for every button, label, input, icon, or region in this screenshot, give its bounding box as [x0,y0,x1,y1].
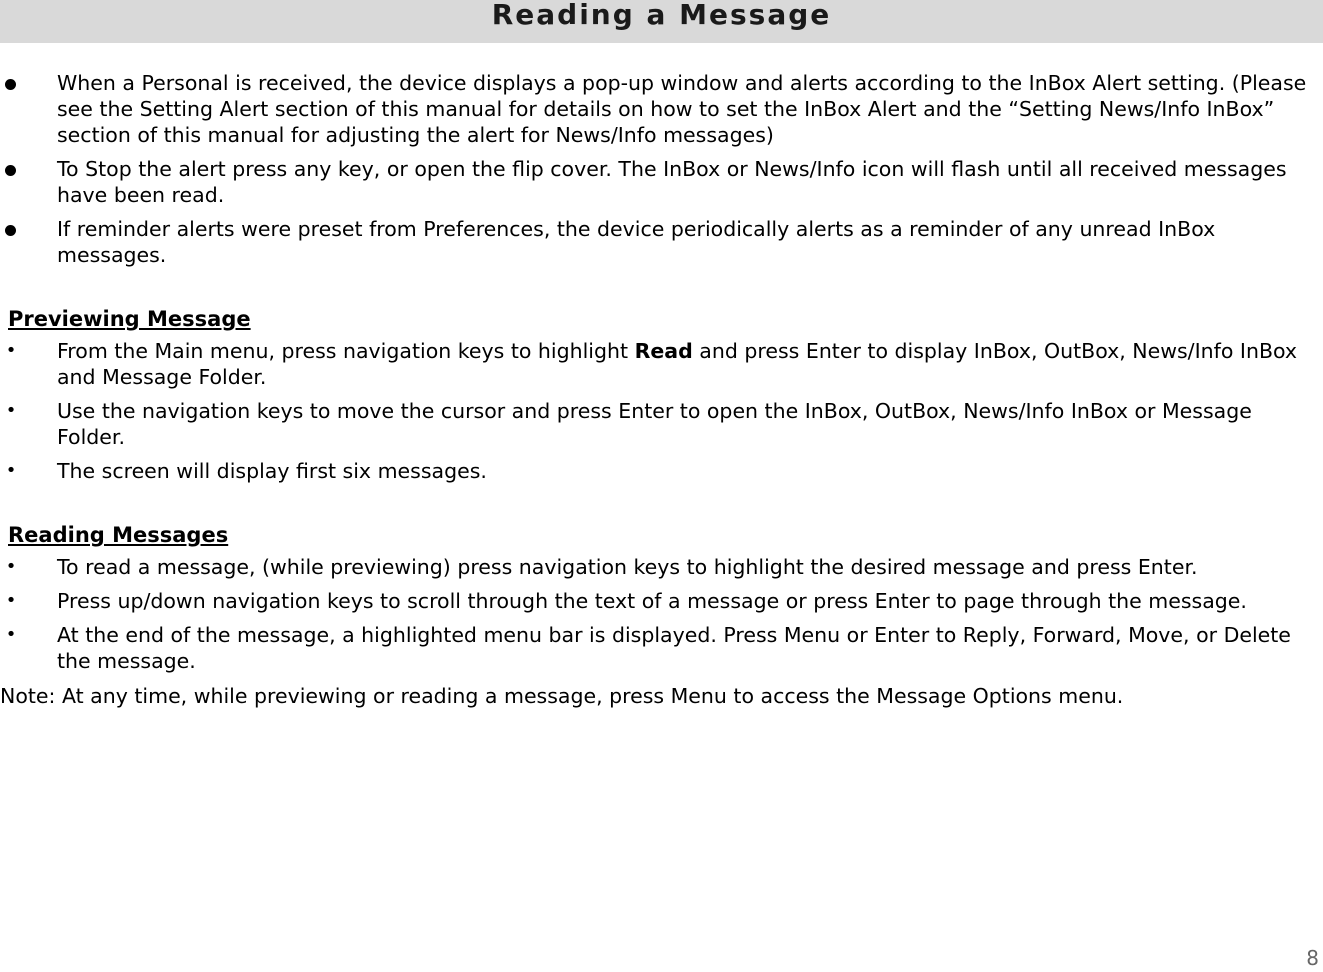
bullet-icon: • [5,556,17,577]
previewing-item-text: The screen will display first six messages. [57,459,487,483]
note-text: Note: At any time, while previewing or reading a message, press Menu to access the Message Options menu. [0,684,1124,708]
bullet-icon: • [5,340,17,361]
previewing-list [0,338,1310,484]
bullet-icon: • [5,590,17,611]
intro-item-text: When a Personal is received, the device displays a pop-up window and alerts according to the InBox Alert setting. (Please see the Setting Alert section of this manual for details on how to set the InBox Alert and the “Setting News/Info InBox” section of this manual for adjusting the alert for News/Info messages) [57,71,1307,147]
bullet-dot-icon [0,70,20,96]
title-bar [0,0,1323,43]
previewing-item-text: From the Main menu, press navigation keys to highlight Read and press Enter to display InBox, OutBox, News/Info InBox and Message Folder. [57,339,1298,389]
spacer [0,492,1310,522]
bullet-dot-icon [0,216,20,242]
section-heading-previewing: Previewing Message [8,307,251,331]
bullet-dot-icon [0,156,20,182]
intro-list [0,70,1310,268]
bullet-icon: • [5,624,17,645]
list-item [0,458,1310,484]
list-item [0,216,1310,268]
page-number: 8 [1306,946,1319,970]
reading-item-text: At the end of the message, a highlighted menu bar is displayed. Press Menu or Enter to Reply, Forward, Move, or Delete the message. [57,623,1291,673]
list-item [0,398,1310,450]
list-item [0,622,1310,674]
list-item [0,156,1310,208]
list-item [0,70,1310,148]
reading-item-text: Press up/down navigation keys to scroll through the text of a message or press Enter to page through the message. [57,589,1247,613]
list-item [0,588,1310,614]
intro-item-text: If reminder alerts were preset from Preferences, the device periodically alerts as a reminder of any unread InBox messages. [57,217,1216,267]
previewing-item-text: Use the navigation keys to move the cursor and press Enter to open the InBox, OutBox, News/Info InBox or Message Folder. [57,399,1252,449]
reading-list [0,554,1310,674]
reading-item-text: To read a message, (while previewing) press navigation keys to highlight the desired message and press Enter. [57,555,1198,579]
page-content [0,70,1310,711]
list-item [0,554,1310,580]
bullet-icon: • [5,400,17,421]
list-item [0,338,1310,390]
bullet-icon: • [5,460,17,481]
section-heading-reading: Reading Messages [8,523,229,547]
page-title: Reading a Message [491,0,832,31]
intro-item-text: To Stop the alert press any key, or open the flip cover. The InBox or News/Info icon will flash until all received messages have been read. [57,157,1287,207]
spacer [0,276,1310,306]
read-keyword: Read [634,339,693,363]
